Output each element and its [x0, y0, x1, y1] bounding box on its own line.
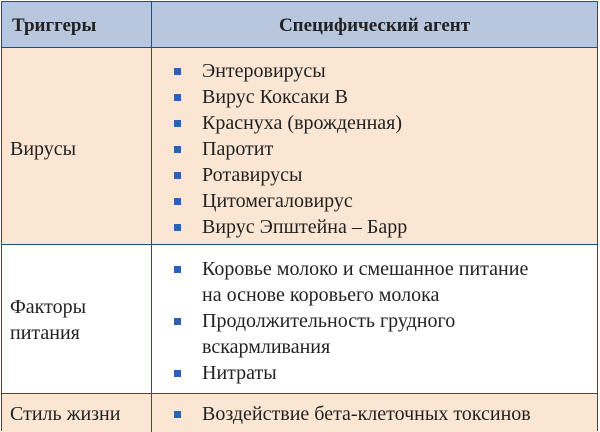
list-item	[174, 162, 591, 188]
list-item	[174, 308, 591, 360]
list-item	[174, 110, 591, 136]
table-row	[2, 48, 597, 245]
bullet-square-icon	[174, 198, 181, 205]
list-item-text: Вирус Эпштейна – Барр	[202, 216, 408, 238]
agent-list	[174, 58, 591, 240]
triggers-table	[1, 1, 598, 431]
bullet-square-icon	[174, 411, 181, 418]
list-item-text-line: Продолжительность грудного	[202, 310, 456, 332]
list-item	[174, 136, 591, 162]
list-item-text: Цитомегаловирус	[202, 190, 353, 212]
bullet-square-icon	[174, 224, 181, 231]
list-item	[174, 401, 591, 427]
list-item-text: Паротит	[202, 138, 274, 160]
list-item	[174, 58, 591, 84]
table-row	[2, 394, 597, 432]
table-row	[2, 245, 597, 394]
header-triggers-label: Триггеры	[12, 15, 97, 36]
trigger-label	[10, 294, 86, 346]
list-item	[174, 256, 591, 308]
agent-list	[174, 256, 591, 386]
bullet-square-icon	[174, 266, 181, 273]
agent-cell	[152, 245, 597, 393]
list-item-text-line: на основе коровьего молока	[202, 284, 440, 306]
list-item	[174, 84, 591, 110]
list-item-text: Энтеровирусы	[202, 60, 326, 82]
trigger-cell	[2, 48, 152, 244]
trigger-label-line: питания	[10, 322, 80, 344]
bullet-square-icon	[174, 68, 181, 75]
list-item-text: Нитраты	[202, 362, 277, 384]
bullet-square-icon	[174, 172, 181, 179]
list-item	[174, 214, 591, 240]
trigger-label: Вирусы	[10, 138, 77, 160]
agent-cell	[152, 48, 597, 244]
agent-list	[174, 401, 591, 427]
bullet-square-icon	[174, 120, 181, 127]
bullet-square-icon	[174, 94, 181, 101]
bullet-square-icon	[174, 370, 181, 377]
trigger-cell	[2, 394, 152, 432]
header-agent-label: Специфический агент	[278, 15, 471, 36]
list-item-text-line: вскармливания	[202, 336, 331, 358]
bullet-square-icon	[174, 318, 181, 325]
trigger-label: Стиль жизни	[10, 403, 121, 425]
list-item-text: Вирус Коксаки В	[202, 86, 348, 108]
trigger-label-line: Факторы	[10, 296, 87, 318]
bullet-square-icon	[174, 146, 181, 153]
list-item-text: Ротавирусы	[202, 164, 303, 186]
table-header-row	[2, 2, 597, 48]
list-item-text-line: Коровье молоко и смешанное питание	[202, 258, 529, 280]
list-item	[174, 360, 591, 386]
agent-cell	[152, 394, 597, 432]
header-cell-triggers	[2, 2, 152, 47]
list-item-text: Воздействие бета-клеточных токсинов	[202, 403, 531, 425]
trigger-cell	[2, 245, 152, 393]
list-item-text: Краснуха (врожденная)	[202, 112, 403, 134]
list-item	[174, 188, 591, 214]
header-cell-agent	[152, 2, 597, 47]
